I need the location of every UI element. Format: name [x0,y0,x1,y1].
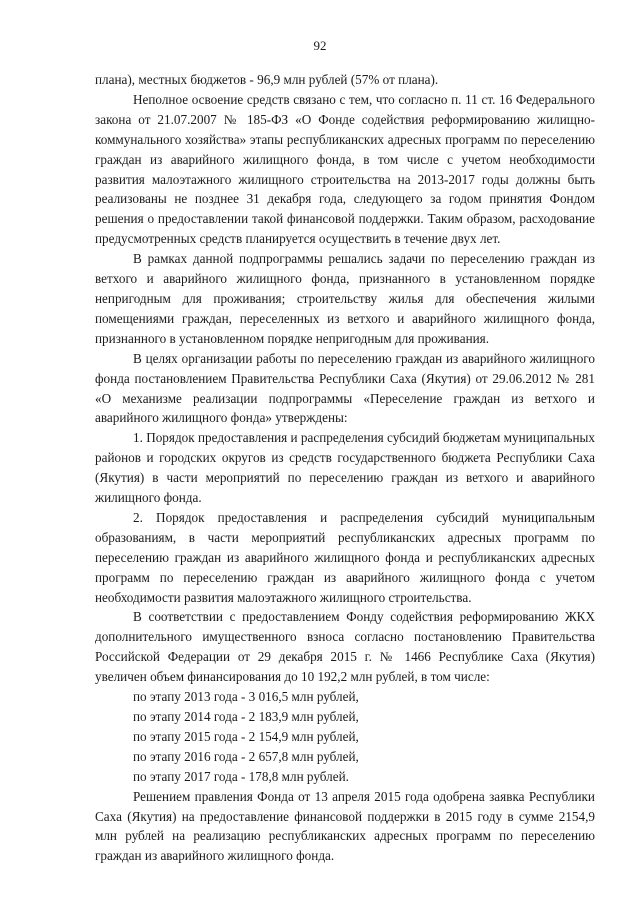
list-item-stage-2013: по этапу 2013 года - 3 016,5 млн рублей, [133,689,359,705]
paragraph-fund-decision: Решением правления Фонда от 13 апреля 2015 года одобрена заявка Республики Саха (Якутия) на предоставление финансовой поддержки в 2015 году в сумме 2154,9 млн рублей на реализацию республиканских адресных программ по переселению граждан из аварийного жилищного фонда. [95,788,595,864]
body-text [95,70,595,866]
paragraph-budget-tail: плана), местных бюджетов - 96,9 млн рублей (57% от плана). [95,72,439,87]
list-item-stage-2015: по этапу 2015 года - 2 154,9 млн рублей, [133,728,359,744]
list-item-stage-2016: по этапу 2016 года - 2 657,8 млн рублей, [133,748,359,764]
list-item-stage-2017: по этапу 2017 года - 178,8 млн рублей. [133,768,349,784]
paragraph-subprogram-tasks: В рамках данной подпрограммы решались задачи по переселению граждан из ветхого и аварийного жилищного фонда, признанного в установленном порядке непригодным для проживания; строительству жилья для обеспечения жилыми помещениями граждан, переселенных из ветхого и аварийного жилищного фонда, признанного в установленном порядке непригодным для проживания. [95,251,595,346]
page-number: 92 [313,38,327,53]
paragraph-procedure-2: 2. Порядок предоставления и распределения субсидий муниципальным образованиям, в части мероприятий республиканских адресных программ по переселению граждан из аварийного жилищного фонда и республиканских адресных программ по переселению граждан из аварийного жилищного фонда с учетом необходимости развития малоэтажного жилищного строительства. [95,509,595,605]
paragraph-additional-contribution: В соответствии с предоставлением Фонду содействия реформированию ЖКХ дополнительного имущественного взноса согласно постановлению Правительства Российской Федерации от 29 декабря 2015 г. № 1466 Республике Саха (Якутия) увеличен объем финансирования до 10 192,2 млн рублей, в том числе: [95,609,595,685]
paragraph-incomplete-spending: Неполное освоение средств связано с тем, что согласно п. 11 ст. 16 Федерального закона от 21.07.2007 № 185-ФЗ «О Фонде содействия реформированию жилищно-коммунального хозяйства» этапы республиканских адресных программ по переселению граждан из аварийного жилищного фонда, в том числе с учетом необходимости развития малоэтажного жилищного строительства на 2013-2017 годы должны быть реализованы не позднее 31 декабря года, следующего за годом принятия Фондом решения о предоставлении такой финансовой поддержки. Таким образом, расходование предусмотренных средств планируется осуществить в течение двух лет. [95,91,595,247]
paragraph-resolution-281: В целях организации работы по переселению граждан из аварийного жилищного фонда постановлением Правительства Республики Саха (Якутия) от 29.06.2012 № 281 «О механизме реализации подпрограммы «Переселение граждан из ветхого и аварийного жилищного фонда» утверждены: [95,350,595,426]
paragraph-procedure-1: 1. Порядок предоставления и распределения субсидий бюджетам муниципальных районов и городских округов из средств государственного бюджета Республики Саха (Якутия) в части мероприятий по переселению граждан из ветхого и аварийного жилищного фонда. [95,430,595,506]
list-item-stage-2014: по этапу 2014 года - 2 183,9 млн рублей, [133,709,359,724]
